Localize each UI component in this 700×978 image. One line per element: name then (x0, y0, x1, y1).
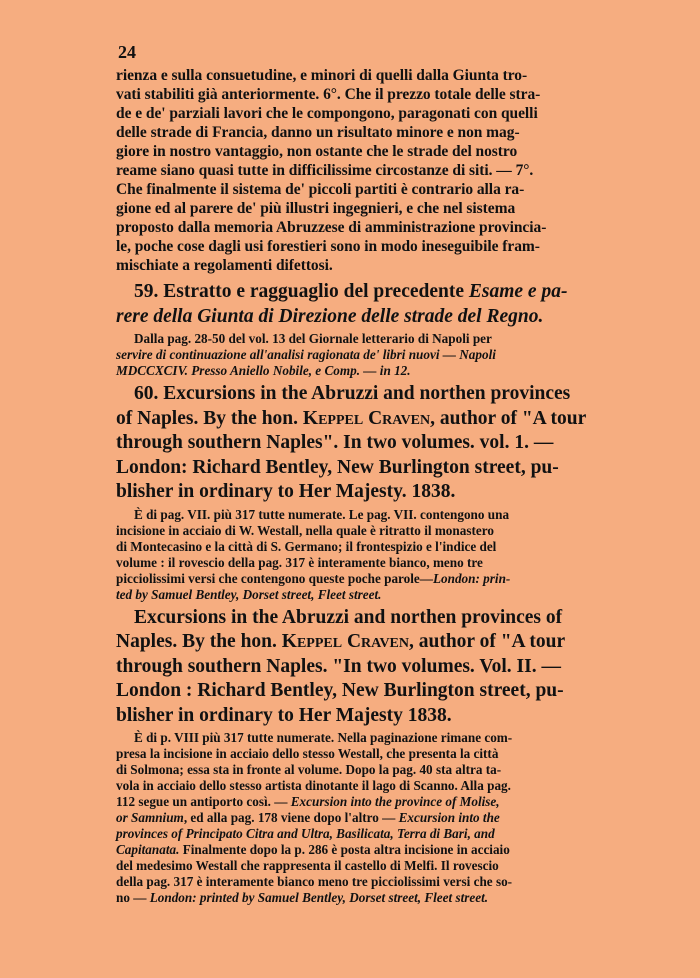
note-text: picciolissimi versi che contengono queste poche parole— (116, 570, 433, 586)
entry-60 (116, 382, 624, 505)
note-line: È di pag. VII. più 317 tutte numerate. Le pag. VII. contengono una (134, 506, 510, 522)
book-page (116, 42, 624, 909)
entry-title-italic: rere della Giunta di Direzione delle strade del Regno. (116, 306, 544, 327)
entry-59-heading (116, 279, 624, 329)
entry-text: Excursions in the Abruzzi and northen provinces (163, 383, 571, 404)
title-italic: provinces of Principato Citra and Ultra, Basilicata, Terra di Bari, and (116, 826, 495, 841)
note-line: vola in acciaio dello stesso artista dinotante il lago di Scanno. Alla pag. (116, 778, 511, 793)
entry-title: Estratto e ragguaglio del precedente (163, 281, 464, 302)
title-italic: Excursion into the province of Molise, (290, 794, 500, 809)
text-line: le, poche cose dagli usi forestieri sono in modo ineseguibile fram- (116, 238, 540, 255)
note-line: di Montecasino e la città di S. Germano; il frontespizio e l'indice del (116, 538, 497, 554)
entry-text: author of "A tour (418, 631, 566, 652)
note-line: presa la incisione in acciaio dello stesso Westall, che presenta la città (116, 746, 499, 761)
note-line: MDCCXCIV. Presso Aniello Nobile, e Comp. — in 12. (116, 363, 411, 378)
text-line: proposto dalla memoria Abruzzese di amministrazione provincia- (116, 219, 547, 236)
entry-text: through southern Naples. "In two volumes. Vol. II. — (116, 655, 561, 677)
note-line: È di p. VIII più 317 tutte numerate. Nella paginazione rimane com- (134, 730, 513, 745)
note-text: 112 segue un antiporto così. — (116, 794, 288, 809)
text-line: Che finalmente il sistema de' piccoli partiti è contrario alla ra- (116, 181, 525, 198)
entry-text: blisher in ordinary to Her Majesty 1838. (116, 704, 452, 726)
text-line: de e de' parziali lavori che le compongono, paragonati con quelli (116, 105, 538, 122)
entry-59-note (116, 331, 624, 379)
note-line: servire di continuazione all'analisi ragionata de' libri nuovi — Napoli (116, 347, 496, 362)
text-line: vati stabiliti già anteriormente. 6°. Che il prezzo totale delle stra- (116, 86, 541, 103)
title-italic: Capitanata. (116, 842, 180, 857)
author-name: Keppel Craven, (302, 407, 435, 429)
note-text: no — (116, 890, 147, 905)
entry-text: author of "A tour (439, 407, 587, 429)
entry-text: blisher in ordinary to Her Majesty. 1838. (116, 481, 456, 502)
entry-60-volume-2 (116, 606, 624, 729)
title-italic: or Samnium (116, 810, 184, 825)
note-line: volume : il rovescio della pag. 317 è interamente bianco, meno tre (116, 554, 483, 570)
text-line: mischiate a regolamenti difettosi. (116, 257, 333, 274)
page-number: 24 (118, 42, 136, 62)
entry-text: London : Richard Bentley, New Burlington street, pu- (116, 680, 564, 701)
imprint-italic: London: prin- (432, 570, 511, 586)
note-line: Dalla pag. 28-50 del vol. 13 del Giornale letterario di Napoli per (134, 331, 492, 346)
entry-number: 59. (134, 281, 159, 302)
note-text: , ed alla pag. 178 viene dopo l'altro — (183, 810, 396, 825)
text-line: delle strade di Francia, danno un risultato minore e non mag- (116, 124, 520, 141)
title-italic: Excursion into the (398, 810, 500, 825)
text-line: gione ed al parere de' più illustri ingegnieri, e che nel sistema (116, 200, 516, 217)
note-line: del medesimo Westall che rappresenta il castello di Melfi. Il rovescio (116, 858, 499, 873)
imprint-italic: London: printed by Samuel Bentley, Dorset street, Fleet street. (149, 890, 489, 905)
entry-title-italic: Esame e pa- (468, 281, 568, 302)
entry-text: of Naples. By the hon. (116, 407, 299, 429)
entry-number: 60. (134, 383, 159, 404)
note-line: di Solmona; essa sta in fronte al volume. Dopo la pag. 40 sta altra ta- (116, 762, 502, 777)
text-line: rienza e sulla consuetudine, e minori di quelli dalla Giunta tro- (116, 67, 528, 84)
entry-text: through southern Naples". In two volumes. vol. 1. — (116, 432, 554, 453)
text-line: reame siano quasi tutte in difficilissime circostanze di siti. — 7°. (116, 162, 534, 179)
entry-60-volume-2-note (116, 730, 624, 906)
note-line: della pag. 317 è interamente bianco meno tre picciolissimi versi che so- (116, 874, 513, 889)
text-line: giore in nostro vantaggio, non ostante che le strade del nostro (116, 143, 518, 160)
entry-text: Naples. By the hon. (116, 631, 277, 652)
author-name: Keppel Craven, (281, 631, 414, 652)
note-text: Finalmente dopo la p. 286 è posta altra incisione in acciaio (182, 842, 510, 857)
entry-text: Excursions in the Abruzzi and northen provinces of (134, 606, 563, 628)
entry-60-note (116, 507, 624, 603)
note-line: ted by Samuel Bentley, Dorset street, Fleet street. (116, 586, 382, 602)
entry-text: London: Richard Bentley, New Burlington street, pu- (116, 456, 559, 478)
note-line: incisione in acciaio di W. Westall, nella quale è ritratto il monastero (116, 522, 494, 538)
intro-paragraph (116, 66, 624, 275)
